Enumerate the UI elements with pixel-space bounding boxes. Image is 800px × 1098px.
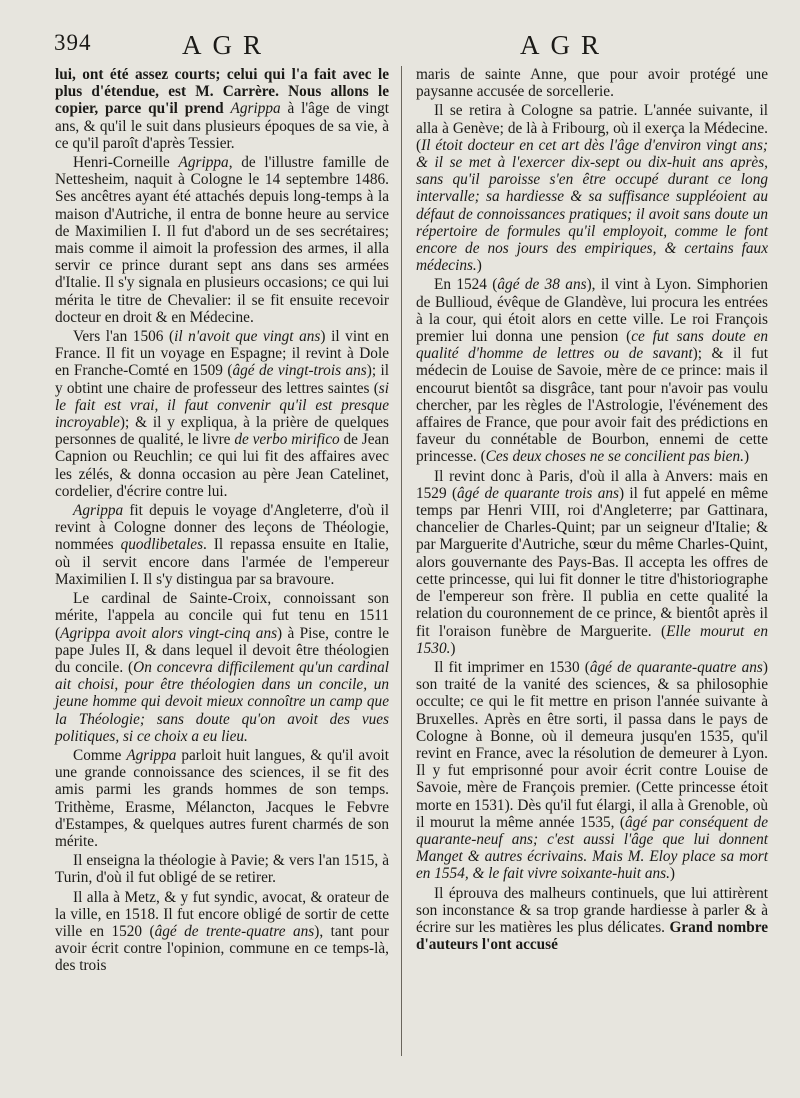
text-run: ); & il fut médecin de Louise de Savoie, mère de ce prince: mais il encourut bientôt sa disgrâce, tant pour n'avoir pas voulu chercher, par les règles de l'Astrologie, l'événement des affaires de France, que pour avoir fait des prédictions en faveur du connétable de Bourbon, ennemi de cette princesse. ( [416, 345, 768, 466]
paragraph [416, 276, 768, 465]
text-run: Il se retira à Cologne sa patrie. L'année suivante, il alla à Genève; de là à Fribourg, où il exerça la Médecine. ( [416, 102, 768, 154]
paragraph [55, 66, 389, 152]
text-run: Il enseigna la théologie à Pavie; & vers l'an 1515, à Turin, d'où il fut obligé de se retirer. [55, 852, 389, 887]
text-run: Vers l'an 1506 ( [73, 328, 175, 346]
italic-run: Ces deux choses ne se concilient pas bien. [485, 448, 744, 466]
text-run: fit depuis le voyage d'Angleterre, d'où il revint à Cologne donner des leçons de Théologie, nommées [55, 502, 389, 554]
right-column [416, 66, 768, 955]
italic-run: ce fut sans doute en qualité d'homme de lettres ou de savant [416, 328, 768, 363]
paragraph [55, 328, 389, 500]
italic-run: Il étoit docteur en cet art dès l'âge d'environ vingt ans; & il se met à l'exercer dix-sept ou dix-huit ans après, sans qu'il paroisse s'en être occupé durant ce long intervalle; sa hardiesse & sa suffisance suppléoient au défaut de connoissances pratiques; il avoit sans doute un répertoire de formules qu'il employoit, comme le font encore de nos jours des empiriques, & certains faux médecins. [416, 136, 768, 275]
text-run: de Jean Capnion ou Reuchlin; ce qui lui fit des affaires avec les zélés, & donna occasion au père Jean Catelinet, cordelier, d'écrire contre lui. [55, 431, 389, 500]
page-number: 394 [54, 30, 92, 55]
left-column [55, 66, 389, 977]
paragraph [55, 747, 389, 850]
italic-run: Agrippa [73, 502, 124, 520]
italic-run: il n'avoit que vingt ans [174, 328, 321, 346]
italic-run: On concevra difficilement qu'un cardinal ait choisi, pour être théologien dans un concile, un jeune homme qui devoit mieux connoître un camp que la Théologie; sans doute qu'on avoit des vues politiques, si ce choix a eu lieu. [55, 658, 389, 745]
paragraph [55, 590, 389, 745]
text-run: Il fit imprimer en 1530 ( [434, 658, 590, 676]
text-run: Il alla à Metz, & y fut syndic, avocat, & orateur de la ville, en 1518. Il fut encore obligé de sortir de cette ville en 1520 ( [55, 888, 389, 940]
text-run: ) son traité de la vanité des sciences, & sa philosophie occulte; ce qui le fit mettre en prison l'année suivante à Bruxelles. Après en être sorti, il passa dans le pays de Cologne à Bonne, où il demeura jusqu'en 1535, qu'il revint en France, avec la résolution de demeurer à Lyon. Il y fut emprisonné pour avoir écrit contre Louise de Savoie, mère de François premier. (Cette princesse étoit morte en 1531). Dès qu'il fut élargi, il alla à Grenoble, où il mourut la même année 1535, ( [416, 658, 768, 831]
text-run: ), il vint à Lyon. Simphorien de Bullioud, évêque de Glandève, lui procura les entrées à la cour, qui étoit alors en cette ville. Le roi François premier lui donna une pension ( [416, 276, 769, 346]
text-run: Comme [73, 746, 127, 764]
italic-run: de verbo mirifico [234, 431, 340, 449]
text-run: ), tant pour avoir écrit contre l'opinion, commune en ce temps-là, des trois [55, 922, 390, 975]
text-run: ) [743, 448, 750, 466]
running-head-right: AGR [520, 30, 611, 60]
text-run: En 1524 ( [434, 276, 498, 294]
italic-run: Agrippa [126, 746, 177, 764]
text-run: à l'âge de vingt ans, & qu'il le suit dans plusieurs époques de sa vie, à ce qu'il paroît d'après Tessier. [55, 100, 389, 152]
text-run: ) il fut appelé en même temps par Henri VIII, roi d'Angleterre; par Gattinara, chancelier de Charles-Quint; par un seigneur d'Italie; & par Marguerite d'Autriche, sœur du même Charles-Quint, alors gouvernante des Pays-Bas. Il accepta les offres de cette princesse, qui lui fit donner le titre d'historiographe de l'empereur son frère. Il publia en cette qualité la relation du couronnement de ce prince, & bientôt après il fit l'oraison funèbre de Marguerite. ( [416, 484, 769, 640]
italic-run: âgé de vingt-trois ans [232, 362, 367, 380]
bold-run: lui, ont été assez courts; celui qui l'a fait avec le plus d'étendue, est M. Carrère. Nous allons le copier, parce qu'il prend [55, 66, 389, 118]
paragraph [55, 889, 389, 975]
italic-run: Agrippa avoit alors vingt-cinq ans [60, 624, 278, 642]
paragraph [416, 885, 768, 954]
italic-run: âgé de quarante trois ans [457, 484, 619, 502]
text-run: ); il y obtint une chaire de professeur des lettres saintes ( [55, 362, 389, 397]
italic-run: âgé de quarante-quatre ans [589, 658, 763, 676]
italic-run: Agrippa [178, 154, 229, 172]
running-head-left: AGR [182, 30, 273, 60]
italic-run: âgé par conséquent de quarante-neuf ans; c'est aussi l'âge que lui donnent Manget & autres écrivains. Mais M. Eloy place sa mort en 1554, & le fait vivre soixante-huit ans. [416, 813, 768, 883]
text-run: ) [669, 865, 676, 883]
text-run: Henri-Corneille [73, 154, 179, 172]
text-run: Le cardinal de Sainte-Croix, connoissant son mérite, l'appela au concile qui fut tenu en 1511 ( [55, 590, 389, 642]
text-run: maris de sainte Anne, que pour avoir protégé une paysanne accusée de sorcellerie. [416, 66, 768, 101]
text-run: ) [476, 257, 482, 275]
italic-run: âgé de trente-quatre ans [154, 922, 315, 940]
text-run: Il revint donc à Paris, d'où il alla à Anvers: mais en 1529 ( [416, 467, 768, 502]
text-run: ) il vint en France. Il fit un voyage en Espagne; il revint à Dole en Franche-Comté en 1509 ( [55, 328, 389, 380]
text-run: ); & il y expliqua, à la prière de quelques personnes de qualité, le livre [55, 414, 389, 449]
italic-run: Agrippa [230, 100, 281, 118]
text-run: ) [450, 639, 456, 657]
paragraph [55, 502, 389, 588]
paragraph [416, 66, 768, 100]
italic-run: Elle mourut en 1530. [416, 622, 768, 657]
column-divider [401, 66, 402, 1056]
text-run: . Il repassa ensuite en Italie, où il servit encore dans l'armée de l'empereur Maximilien I. Il s'y distingua par sa bravoure. [55, 536, 390, 588]
italic-run: quodlibetales [120, 536, 204, 554]
italic-run: âgé de 38 ans [497, 276, 587, 294]
italic-run: si le fait est vrai, il faut convenir qu'il est presque incroyable [55, 379, 389, 432]
paragraph [416, 102, 768, 274]
paragraph [416, 659, 768, 883]
bold-run: Grand nombre d'auteurs l'ont accusé [416, 918, 769, 954]
text-run: ) à Pise, contre le pape Jules II, & dans lequel il devoit être théologien du concile. ( [55, 624, 389, 676]
paragraph [416, 468, 768, 657]
paragraph [55, 852, 389, 886]
text-run: parloit huit langues, & qu'il avoit une grande connoissance des sciences, il se fit des amis parmi les grands hommes de son temps. Trithème, Erasme, Mélancton, Jacques le Febvre d'Estampes, & quelques autres furent charmés de son mérite. [55, 746, 389, 850]
text-run: Il éprouva des malheurs continuels, que lui attirèrent son inconstance & sa trop grande hardiesse à parler & à écrire sur les matières les plus délicates. [416, 884, 768, 936]
paragraph [55, 154, 389, 326]
text-run: , de l'illustre famille de Nettesheim, naquit à Cologne le 14 septembre 1486. Ses ancêtres ayant été attachés depuis long-temps à la maison d'Autriche, il entra de bonne heure au service de Maximilien I. Il fut d'abord un de ses secrétaires; mais comme il aimoit la profession des armes, il alla servir ce prince durant sept ans dans ses armées d'Italie. Il s'y signala en plusieurs occasions; ce qui lui mérita le titre de Chevalier: il se fit ensuite recevoir docteur en droit & en Médecine. [55, 154, 389, 326]
